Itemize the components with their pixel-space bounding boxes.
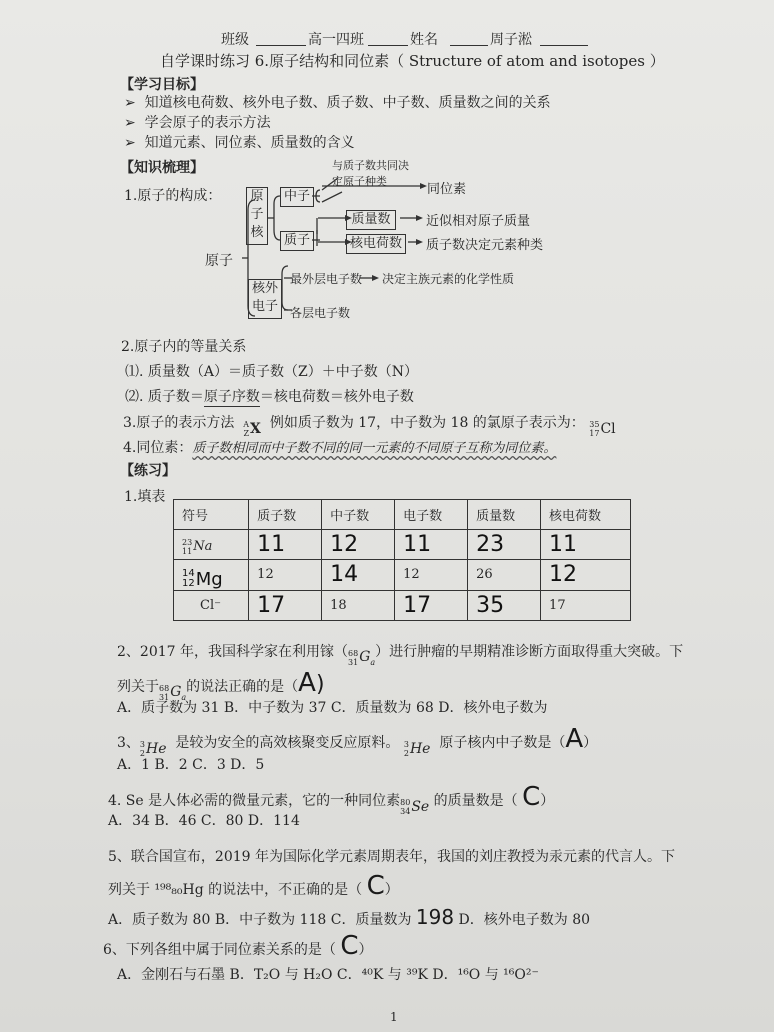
practice-heading: 【练习】 (120, 463, 176, 479)
arrow-bullet-icon: ➢ (124, 115, 145, 131)
arrow-bullet-icon: ➢ (124, 135, 145, 151)
name-value: 周子淞 (490, 32, 532, 48)
question-6: 6、下列各组中属于同位素关系的是（ C） (103, 931, 373, 961)
goal-item-3: ➢ 知道元素、同位素、质量数的含义 (124, 135, 355, 151)
electrons-box: 核外电子 (248, 279, 282, 319)
cell-symbol: 14 12 Mg (174, 560, 249, 591)
nuclide-ga: 68 31 $G_a$ (348, 649, 376, 667)
question-5-options: A．质子数为 80 B．中子数为 118 C．质量数为 198 D．核外电子数为 80 (108, 905, 591, 929)
nuclide-cl: 35 17 Cl (589, 420, 616, 438)
cell-handwritten: 23 (468, 530, 541, 560)
answer-handwritten: C (340, 931, 359, 961)
cell-handwritten: 35 (468, 590, 541, 620)
question-2-options: A．质子数为 31 B．中子数为 37 C．质量数为 68 D．核外电子数为 (117, 700, 548, 716)
cell-printed: 26 (468, 560, 541, 591)
cell-symbol: 23 11 Na (174, 530, 249, 560)
note-top: 与质子数共同决定原子种类 (332, 159, 409, 188)
notation-line: 3.原子的表示方法 A Z X 例如质子数为 17，中子数为 18 的氯原子表示为： 35 17 Cl (123, 415, 616, 438)
col-charge: 核电荷数 (541, 500, 631, 530)
answer-handwritten: C (522, 782, 541, 812)
question-6-options: A．金刚石与石墨 B．T₂O 与 H₂O C．⁴⁰K 与 ³⁹K D．¹⁶O 与 ¹⁶O²⁻ (117, 967, 539, 983)
outer-electrons: 最外层电子数 (290, 272, 363, 286)
question-5-line-1: 5、联合国宣布，2019 年为国际化学元素周期表年，我国的刘庄教授为汞元素的代言人。下 (108, 849, 675, 865)
page-title: 自学课时练习 6.原子结构和同位素（ Structure of atom and isotopes ） (160, 52, 665, 70)
correction-handwritten: 198 (415, 905, 455, 929)
question-4: 4. Se 是人体必需的微量元素，它的一种同位素 80 34 Se 的质量数是（ C） (108, 782, 555, 816)
question-3-options: A．1 B．2 C．3 D．5 (117, 757, 265, 773)
answer-handwritten: A (565, 724, 584, 754)
col-mass: 质量数 (468, 500, 541, 530)
answer-handwritten: A (298, 668, 316, 698)
page-number: 1 (390, 1010, 398, 1024)
atom-structure-label: 1.原子的构成： (124, 188, 222, 204)
equal-relation-heading: 2.原子内的等量关系 (121, 339, 247, 355)
charge-box: 核电荷数 (346, 234, 406, 254)
equation-2: ⑵. 质子数＝原子序数＝核电荷数＝核外电子数 (125, 386, 414, 407)
cell-handwritten: 12 (541, 560, 631, 591)
equation-1: ⑴. 质量数（A）＝质子数（Z）＋中子数（N） (125, 364, 418, 380)
knowledge-heading: 【知识梳理】 (120, 160, 204, 176)
atom-label: 原子 (205, 253, 233, 269)
answer-handwritten: C (366, 871, 385, 901)
col-symbol: 符号 (174, 500, 249, 530)
fill-in-table (173, 499, 631, 621)
arrow-bullet-icon: ➢ (124, 95, 145, 111)
cell-handwritten: 11 (541, 530, 631, 560)
isotope-label: 同位素 (427, 182, 467, 197)
cell-printed: 18 (322, 590, 395, 620)
name-value-line (540, 45, 588, 46)
cell-symbol: Cl⁻ (174, 590, 249, 620)
isotope-definition: 4.同位素：质子数相同而中子数不同的同一元素的不同原子互称为同位素。 (123, 440, 557, 456)
table-row (174, 530, 631, 560)
fill-table-label: 1.填表 (124, 489, 166, 505)
question-4-options: A．34 B．46 C．80 D．114 (108, 813, 300, 829)
layer-electrons: 各层电子数 (290, 306, 351, 320)
outer-note: 决定主族元素的化学性质 (382, 272, 515, 286)
goal-item-1: ➢ 知道核电荷数、核外电子数、质子数、中子数、质量数之间的关系 (124, 95, 551, 111)
mass-note: 近似相对原子质量 (426, 214, 531, 229)
class-value: 高一四班 (308, 32, 364, 48)
class-value-line (368, 45, 408, 46)
cell-handwritten: 11 (395, 530, 468, 560)
cell-printed: 17 (541, 590, 631, 620)
table-header-row (174, 500, 631, 530)
cell-printed: 12 (395, 560, 468, 591)
goal-item-2: ➢ 学会原子的表示方法 (124, 115, 271, 131)
class-line (256, 45, 306, 46)
col-neutrons: 中子数 (322, 500, 395, 530)
question-2-line-1: 2、2017 年，我国科学家在利用镓（ 68 31 $G_a$ ）进行肿瘤的早期精准诊断方面取得重大突破。下 (117, 644, 684, 667)
nucleus-box: 原子核 (246, 187, 268, 245)
col-electrons: 电子数 (395, 500, 468, 530)
nuclide-notation-x: A Z X (243, 420, 261, 438)
cell-handwritten: 17 (395, 590, 468, 620)
charge-note: 质子数决定元素种类 (426, 238, 544, 253)
question-5-line-2: 列关于 ¹⁹⁸₈₀Hg 的说法中，不正确的是（ C） (108, 871, 399, 901)
proton-box: 质子 (280, 231, 314, 251)
name-label: 姓名 (410, 32, 438, 48)
name-line (450, 45, 488, 46)
table-row (174, 560, 631, 591)
neutron-box: 中子 (280, 187, 314, 207)
cell-handwritten: 14 (322, 560, 395, 591)
cell-printed: 12 (249, 560, 322, 591)
cell-handwritten: 17 (249, 590, 322, 620)
table-row (174, 590, 631, 620)
question-3: 3、 3 2 He 是较为安全的高效核聚变反应原料。 3 2 He 原子核内中子数是（A） (117, 724, 598, 758)
class-label: 班级 (221, 32, 249, 48)
col-protons: 质子数 (249, 500, 322, 530)
mass-box: 质量数 (346, 210, 396, 230)
question-2-line-2: 列关于 68 31 $G_a$ 的说法正确的是（A) (117, 668, 325, 702)
cell-handwritten: 12 (322, 530, 395, 560)
cell-handwritten: 11 (249, 530, 322, 560)
goals-heading: 【学习目标】 (120, 77, 204, 93)
